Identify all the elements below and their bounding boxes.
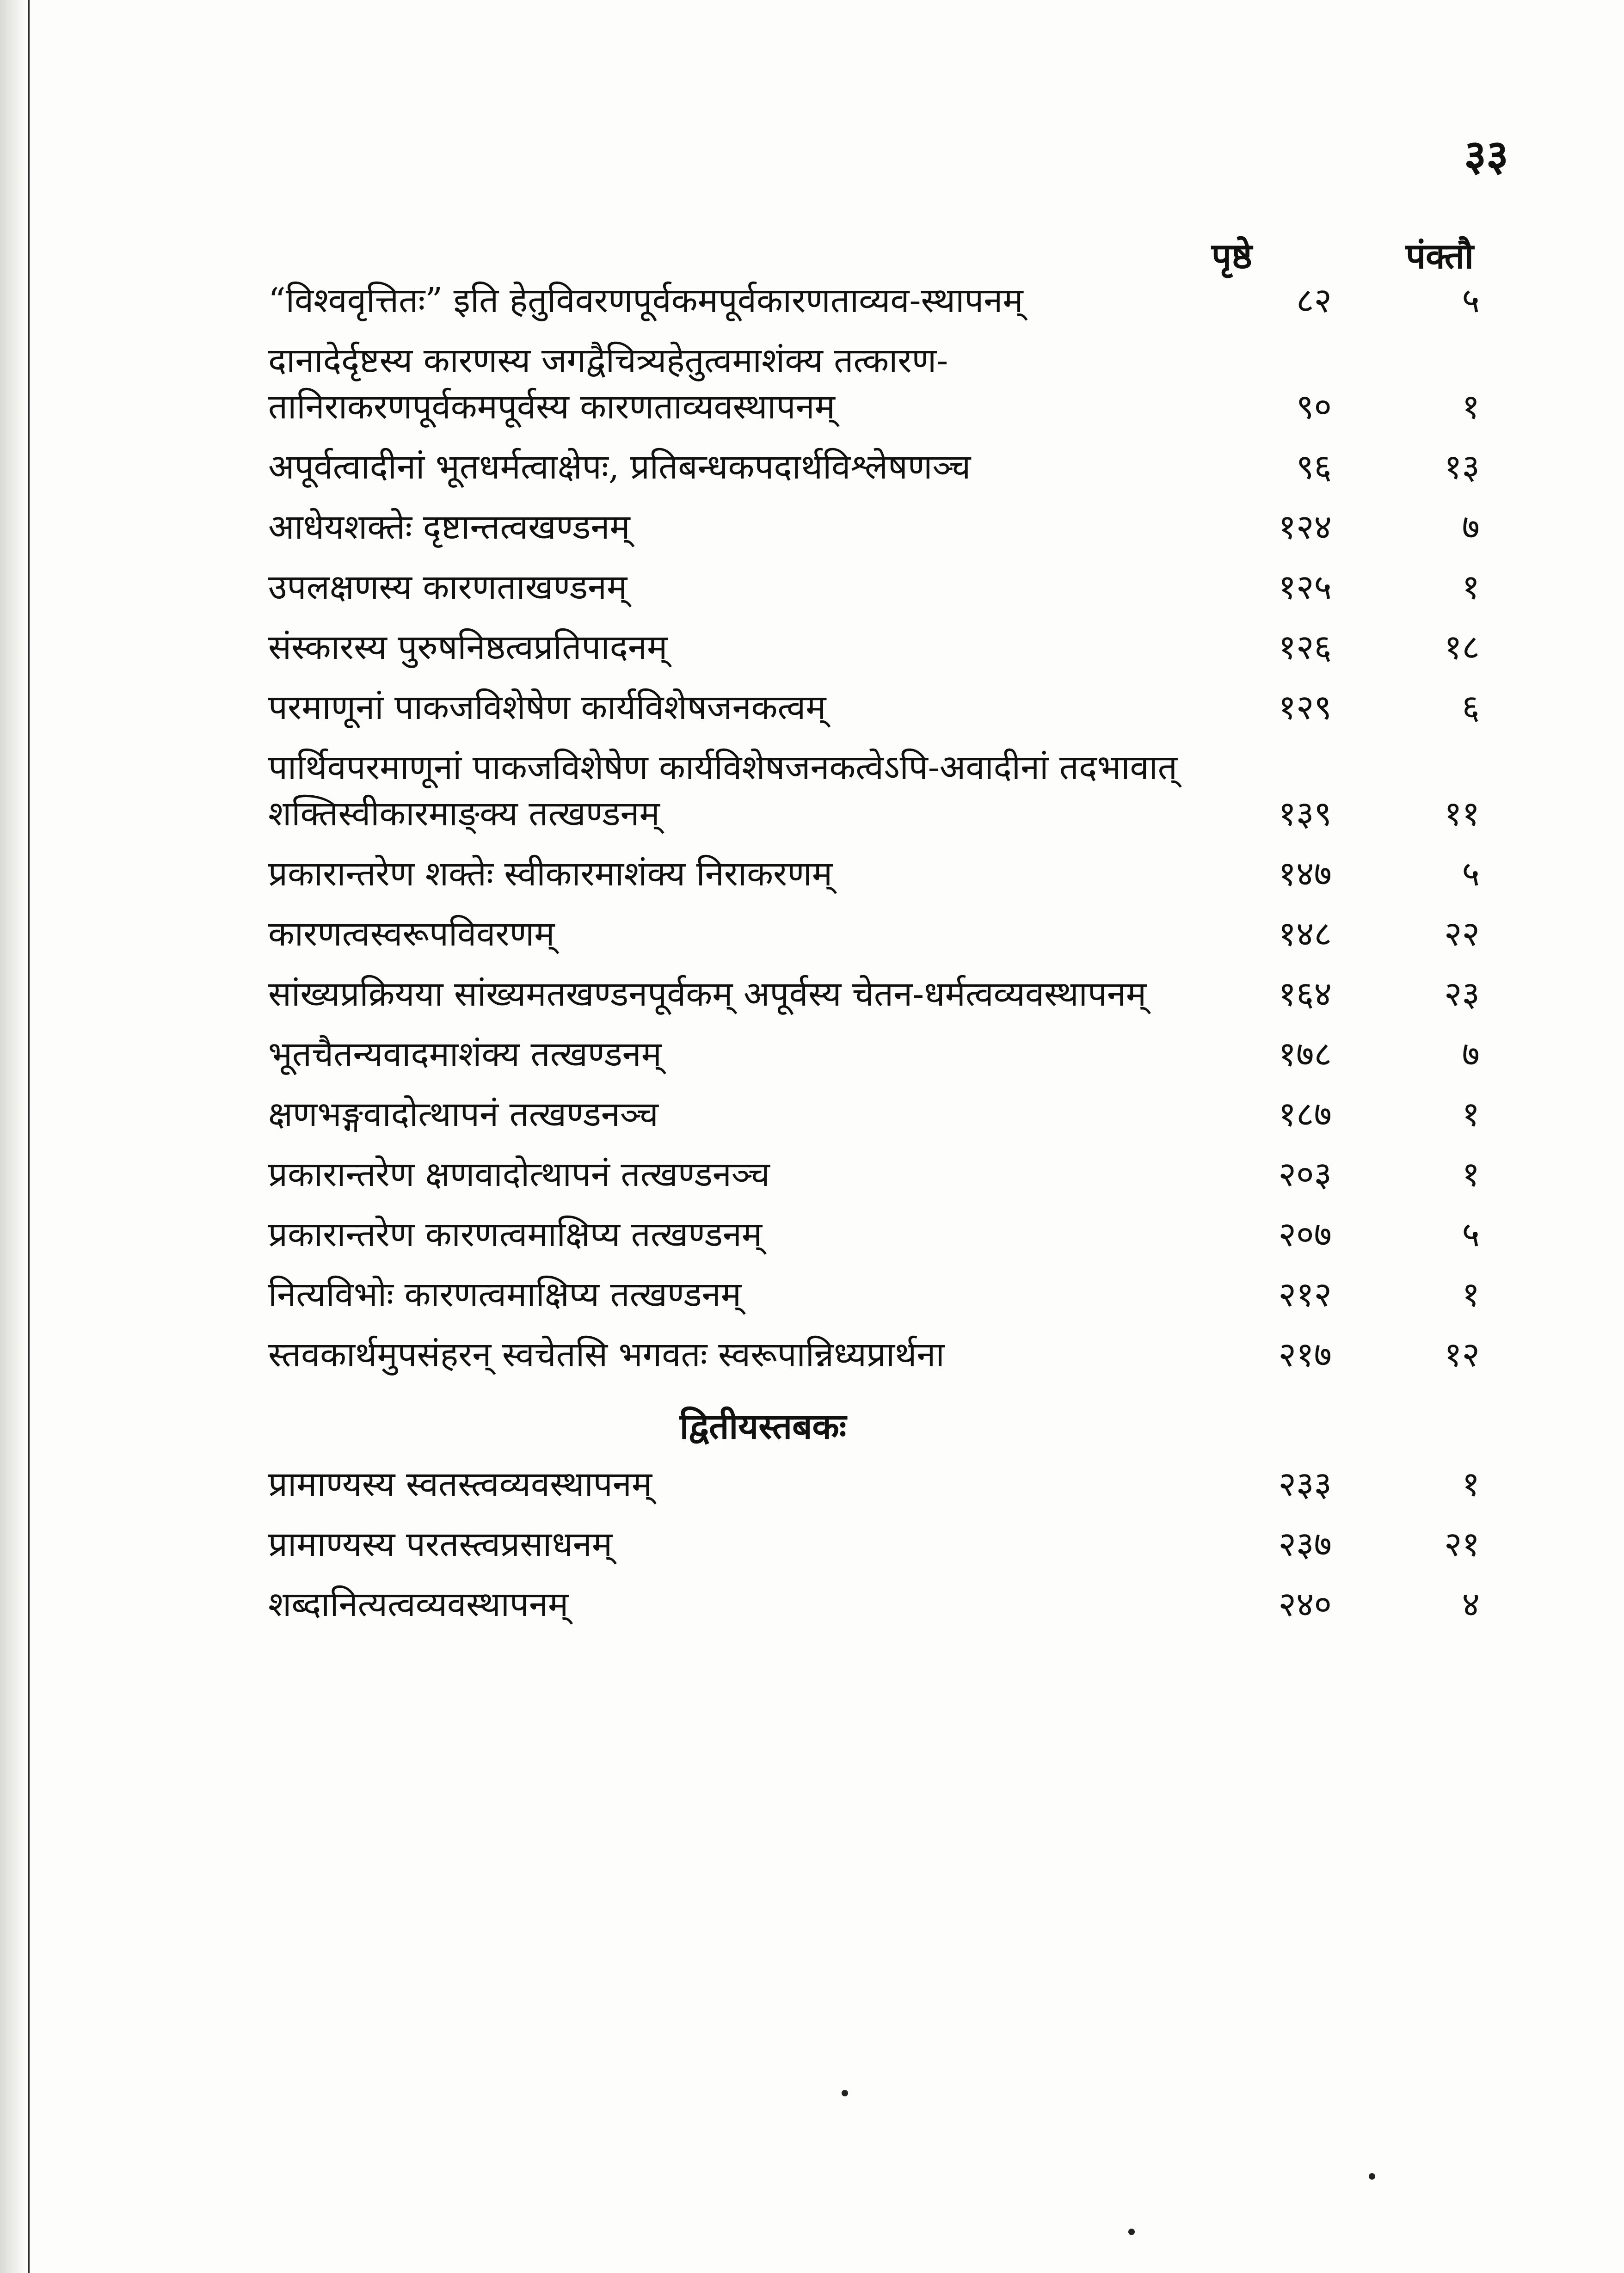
ink-speck (1369, 2173, 1375, 2180)
toc-entry (268, 851, 1535, 897)
entry-title: प्रकारान्तरेण क्षणवादोत्थापनं तत्खण्डनञ्च (268, 1155, 770, 1194)
entry-page-number: १८७ (1278, 1094, 1332, 1134)
toc-entry (268, 277, 1535, 324)
toc-entry (268, 1151, 1535, 1198)
entry-line-number: ५ (1462, 281, 1480, 320)
entry-title: अपूर्वत्वादीनां भूतधर्मत्वाक्षेपः, प्रतिबन्धकपदार्थविश्लेषणञ्च (268, 447, 971, 487)
toc-entry (268, 1521, 1535, 1567)
entry-title: प्रकारान्तरेण शक्तेः स्वीकारमाशंक्य निराकरणम् (268, 854, 833, 894)
entry-page-number: २४० (1278, 1585, 1332, 1624)
entry-title: दानादेर्दृष्टस्य कारणस्य जगद्वैचित्र्यहेतुत्वमाशंक्य तत्कारण-तानिराकरणपूर्वकमपूर्वस्य कारणताव्यवस्थापनम् (268, 341, 948, 427)
entry-title: सांख्यप्रक्रियया सांख्यमतखण्डनपूर्वकम् अपूर्वस्य चेतन-धर्मत्वव्यवस्थापनम् (268, 974, 1147, 1014)
toc-entry (268, 504, 1535, 550)
entry-page-number: ८२ (1296, 281, 1332, 320)
entry-line-number: १२ (1444, 1335, 1480, 1375)
page-column-header: पृष्ठे (1212, 235, 1252, 276)
toc-entry (268, 1332, 1535, 1378)
toc-entry (268, 1211, 1535, 1258)
entry-line-number: १ (1462, 1094, 1480, 1134)
toc-entry (268, 624, 1535, 670)
entry-line-number: ५ (1462, 1215, 1480, 1254)
entry-title: प्रामाण्यस्य परतस्त्वप्रसाधनम् (268, 1524, 613, 1564)
entry-page-number: २०७ (1278, 1215, 1332, 1254)
toc-entry (268, 1091, 1535, 1137)
entry-line-number: ७ (1462, 507, 1480, 547)
page-number: ३३ (1464, 130, 1508, 180)
toc-entry (268, 1272, 1535, 1318)
toc-entries-section-2 (268, 1461, 1535, 1628)
entry-line-number: १ (1462, 567, 1480, 607)
entry-title: नित्यविभोः कारणत्वमाक्षिप्य तत्खण्डनम् (268, 1275, 741, 1315)
section-heading: द्वितीयस्तबकः (679, 1406, 847, 1447)
entry-line-number: १ (1462, 1464, 1480, 1504)
toc-entry (268, 444, 1535, 490)
entry-line-number: १ (1462, 1275, 1480, 1315)
entry-title: भूतचैतन्यवादमाशंक्य तत्खण्डनम् (268, 1034, 662, 1074)
ink-speck (1128, 2229, 1135, 2235)
entry-line-number: ६ (1462, 688, 1480, 727)
entry-title: उपलक्षणस्य कारणताखण्डनम् (268, 567, 627, 607)
entry-title: कारणत्वस्वरूपविवरणम् (268, 914, 555, 954)
ink-speck (842, 2090, 848, 2096)
entry-line-number: १८ (1444, 627, 1480, 667)
entry-page-number: १२४ (1278, 507, 1332, 547)
entry-title: प्रामाण्यस्य स्वतस्त्वव्यवस्थापनम् (268, 1464, 652, 1504)
entry-line-number: १ (1462, 1155, 1480, 1194)
entry-title: शब्दानित्यत्वव्यवस्थापनम् (268, 1585, 569, 1624)
entry-page-number: १४८ (1278, 914, 1332, 954)
entry-line-number: १३ (1444, 447, 1480, 487)
entry-page-number: ९० (1296, 387, 1332, 427)
entry-page-number: १६४ (1278, 974, 1332, 1014)
entry-title: स्तवकार्थमुपसंहरन् स्वचेतसि भगवतः स्वरूपान्निध्यप्रार्थना (268, 1335, 945, 1375)
entry-line-number: ५ (1462, 854, 1480, 894)
entry-title: प्रकारान्तरेण कारणत्वमाक्षिप्य तत्खण्डनम् (268, 1215, 763, 1254)
entry-line-number: ७ (1462, 1034, 1480, 1074)
table-of-contents (268, 277, 1535, 1628)
entry-page-number: १७८ (1278, 1034, 1332, 1074)
entry-title: परमाणूनां पाकजविशेषेण कार्यविशेषजनकत्वम् (268, 688, 826, 727)
entry-title: आधेयशक्तेः दृष्टान्तत्वखण्डनम् (268, 507, 630, 547)
entry-page-number: १२९ (1278, 688, 1332, 727)
entry-page-number: २१२ (1278, 1275, 1332, 1315)
entry-page-number: ९६ (1296, 447, 1332, 487)
toc-entry (268, 744, 1535, 837)
toc-entry (268, 911, 1535, 957)
entry-title: पार्थिवपरमाणूनां पाकजविशेषेण कार्यविशेषजनकत्वेऽपि-अवादीनां तदभावात् शक्तिस्वीकारमाङ्क्य तत्खण्डनम् (268, 748, 1177, 834)
toc-entry (268, 564, 1535, 610)
toc-entry (268, 338, 1535, 430)
binding-edge (0, 0, 30, 2273)
entry-line-number: २१ (1444, 1524, 1480, 1564)
entry-page-number: २३७ (1278, 1524, 1332, 1564)
entry-title: क्षणभङ्गवादोत्थापनं तत्खण्डनञ्च (268, 1094, 658, 1134)
toc-entries (268, 277, 1535, 1378)
entry-page-number: २१७ (1278, 1335, 1332, 1375)
entry-title: “विश्ववृत्तितः” इति हेतुविवरणपूर्वकमपूर्वकारणताव्यव-स्थापनम् (268, 281, 1023, 320)
entry-page-number: १२५ (1278, 567, 1332, 607)
entry-page-number: २०३ (1278, 1155, 1332, 1194)
line-column-header: पंक्तौ (1406, 235, 1474, 276)
entry-page-number: २३३ (1278, 1464, 1332, 1504)
toc-entry (268, 1031, 1535, 1077)
toc-entry (268, 1581, 1535, 1628)
entry-line-number: ११ (1444, 794, 1480, 834)
entry-page-number: १३९ (1278, 794, 1332, 834)
entry-title: संस्कारस्य पुरुषनिष्ठत्वप्रतिपादनम् (268, 627, 668, 667)
toc-entry (268, 684, 1535, 731)
entry-line-number: २३ (1444, 974, 1480, 1014)
entry-page-number: १४७ (1278, 854, 1332, 894)
entry-line-number: १ (1462, 387, 1480, 427)
entry-line-number: २२ (1444, 914, 1480, 954)
entry-page-number: १२६ (1278, 627, 1332, 667)
entry-line-number: ४ (1462, 1585, 1480, 1624)
toc-entry (268, 1461, 1535, 1507)
toc-entry (268, 971, 1535, 1017)
